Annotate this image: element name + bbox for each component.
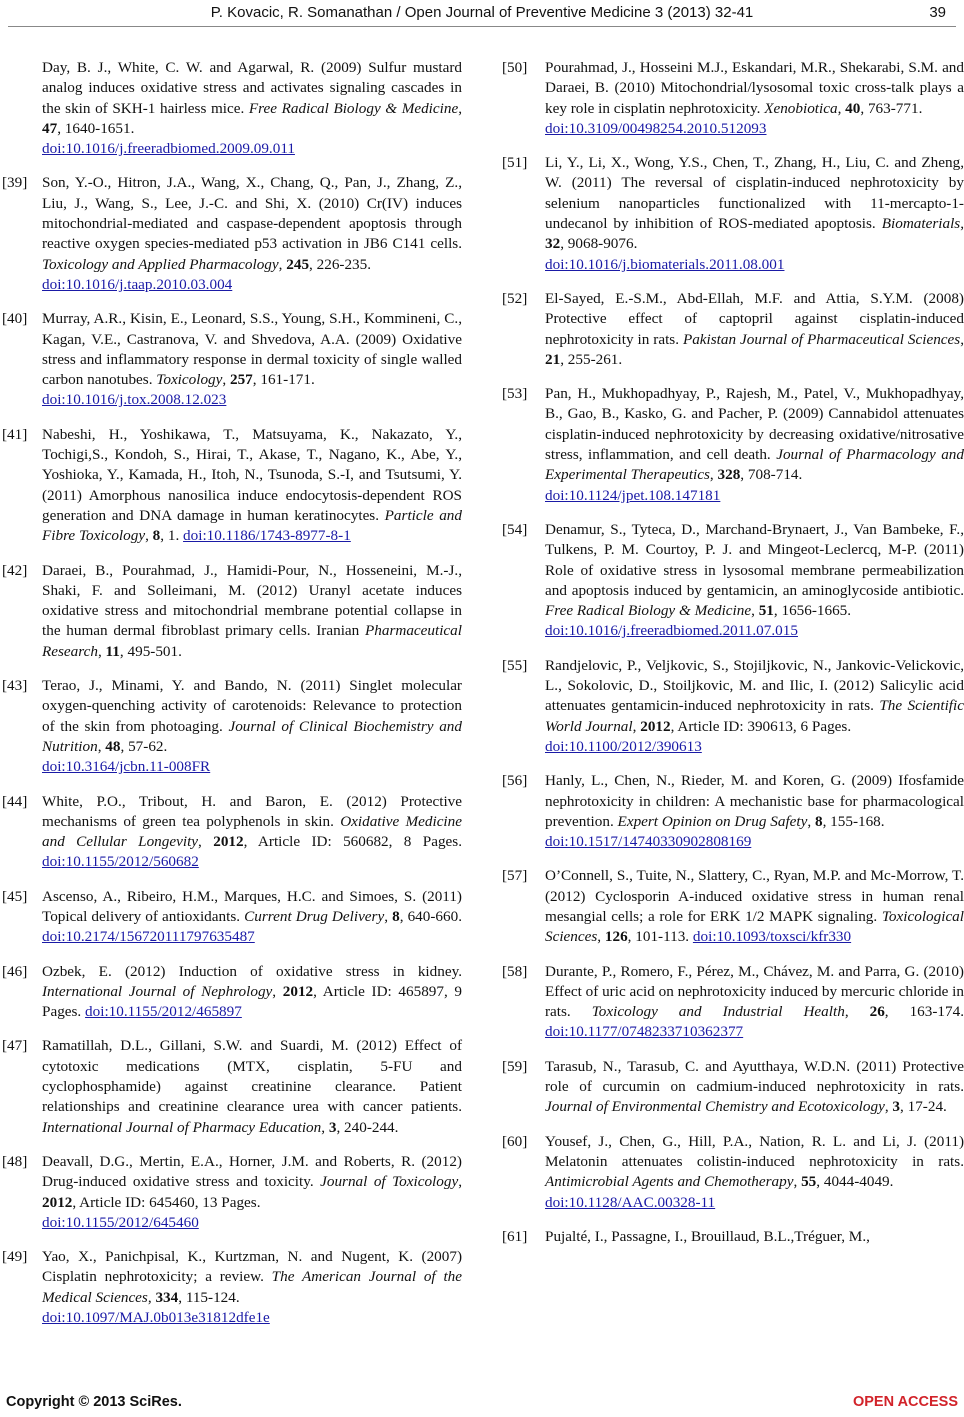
journal-name: Expert Opinion on Drug Safety [617,812,808,830]
reference-authors-title: Yousef, J., Chen, G., Hill, P.A., Nation, R. L. and Li, J. (2011) Melatonin attenuates colistin-induced nephrotoxicity in rats. [545,1132,964,1170]
volume: 8 [392,907,400,925]
reference-entry [500,656,964,757]
reference-number: [45] [2,887,28,905]
journal-name: International Journal of Nephrology [42,982,273,1000]
volume: 51 [758,602,774,620]
journal-name: Free Radical Biology & Medicine [248,99,459,117]
separator: , [837,99,846,117]
doi-link[interactable]: doi:10.1093/toxsci/kfr330 [692,928,852,946]
doi-link[interactable]: doi:10.1100/2012/390613 [545,737,702,755]
separator: , [751,602,759,620]
separator: , [807,812,815,830]
journal-name: Toxicology and Applied Pharmacology [42,255,279,273]
pages: , Article ID: 465897, 9 Pages. [42,982,463,1021]
doi-link[interactable]: doi:10.2174/156720111797635487 [42,928,255,946]
pages: , 155-168. [822,812,885,830]
doi-link[interactable]: doi:10.3109/00498254.2010.512093 [545,119,767,137]
reference-entry [0,792,462,873]
reference-entry [0,173,462,295]
reference-authors-title: Randjelovic, P., Veljkovic, S., Stojiljkovic, N., Jankovic-Velickovic, L., Sokolovic, D., Stoiljkovic, M. and Ilic, I. (2012) Salicylic acid attenuates gentamicin-induced nephrotoxicity in rats. [545,656,964,715]
reference-number: [53] [502,385,528,403]
separator: , [384,907,393,925]
doi-link[interactable]: doi:10.1016/j.tox.2008.12.023 [42,391,227,409]
reference-entry [0,676,462,777]
reference-entry [500,153,964,275]
reference-entry [500,520,964,642]
separator: , [458,99,462,117]
reference-authors-title: Nabeshi, H., Yoshikawa, T., Matsuyama, K., Nakazato, Y., Tochigi,S., Kondoh, S., Hirai, T., Akase, T., Nagano, K., Abe, Y., Yoshioka, Y., Kamada, H., Itoh, N., Tsunoda, S.-I, and Tsutsumi, Y. (2011) Amorphous nanosilica induce endocytosis-dependent ROS generation and DNA damage in human keratinocytes. [42,425,462,524]
volume: 2012 [213,833,244,851]
reference-authors-title: Pan, H., Mukhopadhyay, P., Rajesh, M., Patel, V., Mukhopadhyay, B., Gao, B., Kasko, G. and Pacher, P. (2009) Cannabidol attenuates cisplatin-induced nephrotoxicity by decreasing oxidative/nitrosative stress, inflammation, and cell death. [545,385,964,464]
reference-number: [49] [2,1248,28,1266]
journal-name: Oxidative Medicine and Cellular Longevity [42,812,462,851]
reference-authors-title: White, P.O., Tribout, H. and Baron, E. (2012) Protective mechanisms of green tea polyphenols in skin. [42,792,462,830]
volume: 3 [892,1098,901,1116]
reference-entry [500,1132,964,1213]
doi-link[interactable]: doi:10.1128/AAC.00328-11 [545,1193,716,1211]
volume: 2012 [282,982,314,1000]
reference-number: [50] [502,59,528,76]
doi-link[interactable]: doi:10.1155/2012/645460 [42,1213,199,1231]
page-header [0,4,964,24]
volume: 2012 [640,717,671,735]
journal-name: Particle and Fibre Toxicology [42,506,462,545]
reference-number: [43] [2,677,28,695]
volume: 245 [286,255,310,273]
reference-entry [0,1036,462,1137]
pages: , 708-714. [740,466,803,484]
reference-authors-title: Murray, A.R., Kisin, E., Leonard, S.S., Young, S.H., Kommineni, C., Kagan, V.E., Castranova, V. and Shvedova, A.A. (2009) Oxidative stress and inflammatory response in dermal toxicity of single walled carbon nanotubes. [42,310,462,389]
right-column [500,58,964,1261]
pages: , 495-501. [119,642,182,660]
pages: , 255-261. [560,350,623,368]
pages: , 57-62. [120,737,168,755]
separator: , [709,466,718,484]
reference-entry [500,384,964,506]
reference-number: [48] [2,1152,28,1170]
volume: 8 [814,812,823,830]
doi-link[interactable]: doi:10.1155/2012/465897 [85,1003,242,1021]
pages: , 115-124. [178,1288,240,1306]
pages: , 640-660. [399,907,462,925]
reference-entry [0,1152,462,1233]
reference-entry [500,866,964,947]
reference-entry [500,58,964,139]
reference-number: [46] [2,962,28,980]
separator: , [321,1118,329,1136]
reference-authors-title: Li, Y., Li, X., Wong, Y.S., Chen, T., Zhang, H., Liu, C. and Zheng, W. (2011) The reversal of cisplatin-induced nephrotoxicity by selenium nanoparticles functionalized with 11-mercapto-1-undecanol by inhibition of ROS-mediated apoptosis. [545,154,964,233]
reference-authors-title: Ozbek, E. (2012) Induction of oxidative stress in kidney. [42,962,462,980]
journal-name: International Journal of Pharmacy Education [42,1118,322,1136]
journal-name: Free Radical Biology & Medicine [545,602,752,620]
page-footer [0,1394,964,1414]
volume: 32 [545,235,561,253]
pages: , 763-771. [860,99,923,117]
doi-link[interactable]: doi:10.1177/0748233710362377 [545,1023,744,1041]
volume: 48 [105,737,121,755]
doi-link[interactable]: doi:10.1155/2012/560682 [42,853,199,871]
reference-number: [51] [502,154,528,172]
reference-authors-title: Yao, X., Panichpisal, K., Kurtzman, N. and Nugent, K. (2007) Cisplatin nephrotoxicity; a review. [42,1248,462,1286]
volume: 3 [328,1118,337,1136]
reference-authors-title: Hanly, L., Chen, N., Rieder, M. and Koren, G. (2009) Ifosfamide nephrotoxicity in children: A mechanistic base for pharmacological prevention. [545,772,964,830]
left-column [0,58,462,1342]
reference-authors-title: El-Sayed, E.-S.M., Abd-Ellah, M.F. and Attia, S.Y.M. (2008) Protective effect of captopril against cisplatin-induced nephrotoxicity in rats. [545,289,964,348]
journal-name: Toxicological Sciences [545,907,964,946]
volume: 21 [545,350,561,368]
pages: , 240-244. [336,1118,399,1136]
reference-authors-title: Son, Y.-O., Hitron, J.A., Wang, X., Chang, Q., Pan, J., Zhang, Z., Liu, J., Wang, S., Lee, J.-C. and Shi, X. (2010) Cr(IV) induces mitochondrial-mediated and caspase-dependent apoptosis through reactive oxygen species-mediated p53 activation in JB6 C141 cells. [42,174,462,253]
reference-entry [0,561,462,662]
volume: 334 [155,1288,179,1306]
volume: 328 [717,466,741,484]
doi-link[interactable]: doi:10.1016/j.biomaterials.2011.08.001 [545,255,785,273]
reference-number: [57] [502,867,528,885]
doi-link[interactable]: doi:10.1016/j.freeradbiomed.2009.09.011 [42,140,295,158]
separator: , [147,1288,156,1306]
journal-name: Biomaterials [881,215,961,233]
doi-link[interactable]: doi:10.1016/j.taap.2010.03.004 [42,275,233,293]
reference-authors-title: O’Connell, S., Tuite, N., Slattery, C., Ryan, M.P. and Mc-Morrow, T. (2012) Cyclosporin A-induced oxidative stress in human renal mesangial cells; a role for ERK 1/2 MAPK signaling. [545,867,964,925]
reference-entry [500,1227,964,1247]
open-access-label: OPEN ACCESS [852,1394,958,1410]
journal-name: The American Journal of the Medical Sciences [42,1268,462,1306]
separator: , [145,527,153,545]
volume: 11 [105,642,120,660]
journal-name: Pakistan Journal of Pharmaceutical Sciences [682,330,961,348]
doi-link[interactable]: doi:10.1186/1743-8977-8-1 [183,527,351,545]
separator: , [884,1098,893,1116]
separator: , [278,255,287,273]
reference-number: [41] [2,425,28,443]
volume: 55 [801,1173,817,1191]
separator: , [844,1003,870,1021]
doi-link[interactable]: doi:10.3164/jcbn.11-008FR [42,758,211,776]
reference-number: [44] [2,792,28,810]
pages: , 226-235. [309,255,372,273]
journal-name: Journal of Toxicology [320,1173,459,1191]
volume: 257 [229,371,253,389]
doi-link[interactable]: doi:10.1097/MAJ.0b013e31812dfe1e [42,1309,270,1327]
separator: , [960,330,964,348]
separator: , [793,1173,802,1191]
journal-name: Toxicology [156,371,223,389]
pages: , 163-174. [884,1003,964,1021]
reference-authors-title: Denamur, S., Tyteca, D., Marchand-Brynaert, J., Van Bambeke, F., Tulkens, P. M. Courtoy, P. J. and Mingeot-Leclercq, M-P. (2011) Role of oxidative stress in lysosomal membrane permeabilization and apoptosis induced by gentamicin, an aminoglycoside antibiotic. [545,520,964,599]
separator: , [458,1173,462,1191]
doi-link[interactable]: doi:10.1016/j.freeradbiomed.2011.07.015 [545,622,798,640]
reference-entry [0,887,462,948]
pages: , 17-24. [900,1098,947,1116]
separator: , [198,833,214,851]
reference-authors-title: Pujalté, I., Passagne, I., Brouillaud, B.L.,Tréguer, M., [545,1227,870,1245]
reference-number: [54] [502,520,528,538]
doi-link[interactable]: doi:10.1124/jpet.108.147181 [545,486,721,504]
volume: 2012 [42,1193,73,1211]
separator: , [632,717,641,735]
journal-name: Journal of Pharmacology and Experimental Therapeutics [545,446,964,484]
reference-entry [500,771,964,852]
reference-entry [0,425,462,547]
journal-name: Pharmaceutical Research [42,622,462,660]
reference-number: [39] [2,174,28,192]
reference-authors-title: Durante, P., Romero, F., Pérez, M., Chávez, M. and Parra, G. (2010) Effect of uric acid on nephrotoxicity induced by mercuric chloride in rats. [545,962,964,1021]
journal-name: Xenobiotica [764,99,838,117]
pages: , 9068-9076. [560,235,638,253]
pages: , 1656-1665. [773,602,852,620]
reference-authors-title: Day, B. J., White, C. W. and Agarwal, R. (2009) Sulfur mustard analog induces oxidative stress and activates signaling cascades in the skin of SKH-1 hairless mice. [42,59,462,117]
journal-name: Journal of Clinical Biochemistry and Nutrition [42,717,462,755]
reference-entry [0,309,462,410]
pages: , 1640-1651. [57,119,135,137]
reference-number: [59] [502,1057,528,1075]
separator: , [97,737,106,755]
volume: 47 [42,119,58,137]
reference-number: [52] [502,289,528,307]
doi-link[interactable]: doi:10.1517/14740330902808169 [545,833,752,851]
reference-number: [42] [2,561,28,579]
separator: , [97,642,106,660]
volume: 40 [845,99,861,117]
reference-number: [58] [502,962,528,980]
pages: , Article ID: 560682, 8 Pages. [243,833,462,851]
reference-authors-title: Tarasub, N., Tarasub, C. and Ayutthaya, W.D.N. (2011) Protective role of curcumin on cadmium-induced nephrotoxicity in rats. [545,1057,964,1096]
reference-entry [0,962,462,1023]
separator: , [222,371,230,389]
pages: , 161-171. [252,371,315,389]
separator: , [960,215,964,233]
volume: 26 [869,1003,885,1021]
reference-authors-title: Terao, J., Minami, Y. and Bando, N. (2011) Singlet molecular oxygen-quenching activity of carotenoids: Relevance to protection of the skin from photoaging. [42,677,462,735]
journal-name: Journal of Environmental Chemistry and Ecotoxicology [545,1098,885,1116]
reference-authors-title: Ramatillah, D.L., Gillani, S.W. and Suardi, M. (2012) Effect of cytotoxic medications (MTX, cisplatin, 5-FU and cyclophosphamide) against creatinine clearance. Patient relationships and creatinine clearance urea with cancer patients. [42,1037,462,1116]
reference-entry [0,1247,462,1328]
copyright-notice: Copyright © 2013 SciRes. [6,1394,182,1410]
journal-name: Toxicology and Industrial Health [591,1003,845,1021]
volume: 126 [604,928,628,946]
pages: , 4044-4049. [816,1173,894,1191]
pages: , 1. [160,527,184,545]
reference-entry [500,1057,964,1118]
volume: 8 [152,527,161,545]
reference-entry [500,962,964,1043]
journal-name: Current Drug Delivery [244,907,385,925]
pages: , Article ID: 645460, 13 Pages. [72,1193,261,1211]
running-title: P. Kovacic, R. Somanathan / Open Journal of Preventive Medicine 3 (2013) 32-41 [210,4,754,21]
pages: , Article ID: 390613, 6 Pages. [670,717,852,735]
reference-number: [40] [2,310,28,328]
separator: , [272,982,283,1000]
reference-entry [500,289,964,370]
reference-authors-title: Daraei, B., Pourahmad, J., Hamidi-Pour, N., Hosseneini, M.-J., Shaki, F. and Solleimani, M. (2012) Uranyl acetate induces oxidative stress and mitochondrial membrane potential collapse in the human dermal fibroblast primary cells. Iranian [42,561,462,640]
separator: , [597,928,605,946]
reference-entry [0,58,462,159]
header-rule [8,26,956,27]
journal-name: Antimicrobial Agents and Chemotherapy [545,1173,794,1191]
reference-authors-title: Pourahmad, J., Hosseini M.J., Eskandari, M.R., Shekarabi, S.M. and Daraei, B. (2010) Mitochondrial/lysosomal toxic cross-talk plays a key role in cisplatin nephrotoxicity. [545,59,964,117]
reference-number: [60] [502,1132,528,1150]
page-number: 39 [929,4,946,21]
journal-name: The Scientific World Journal [545,697,964,735]
reference-authors-title: Ascenso, A., Ribeiro, H.M., Marques, H.C. and Simoes, S. (2011) Topical delivery of antioxidants. [42,887,462,925]
reference-number: [55] [502,656,528,674]
reference-number: [61] [502,1227,528,1245]
reference-authors-title: Deavall, D.G., Mertin, E.A., Horner, J.M. and Roberts, R. (2012) Drug-induced oxidative stress and toxicity. [42,1152,462,1191]
reference-number: [56] [502,772,528,790]
reference-number: [47] [2,1037,28,1055]
pages: , 101-113. [627,928,693,946]
